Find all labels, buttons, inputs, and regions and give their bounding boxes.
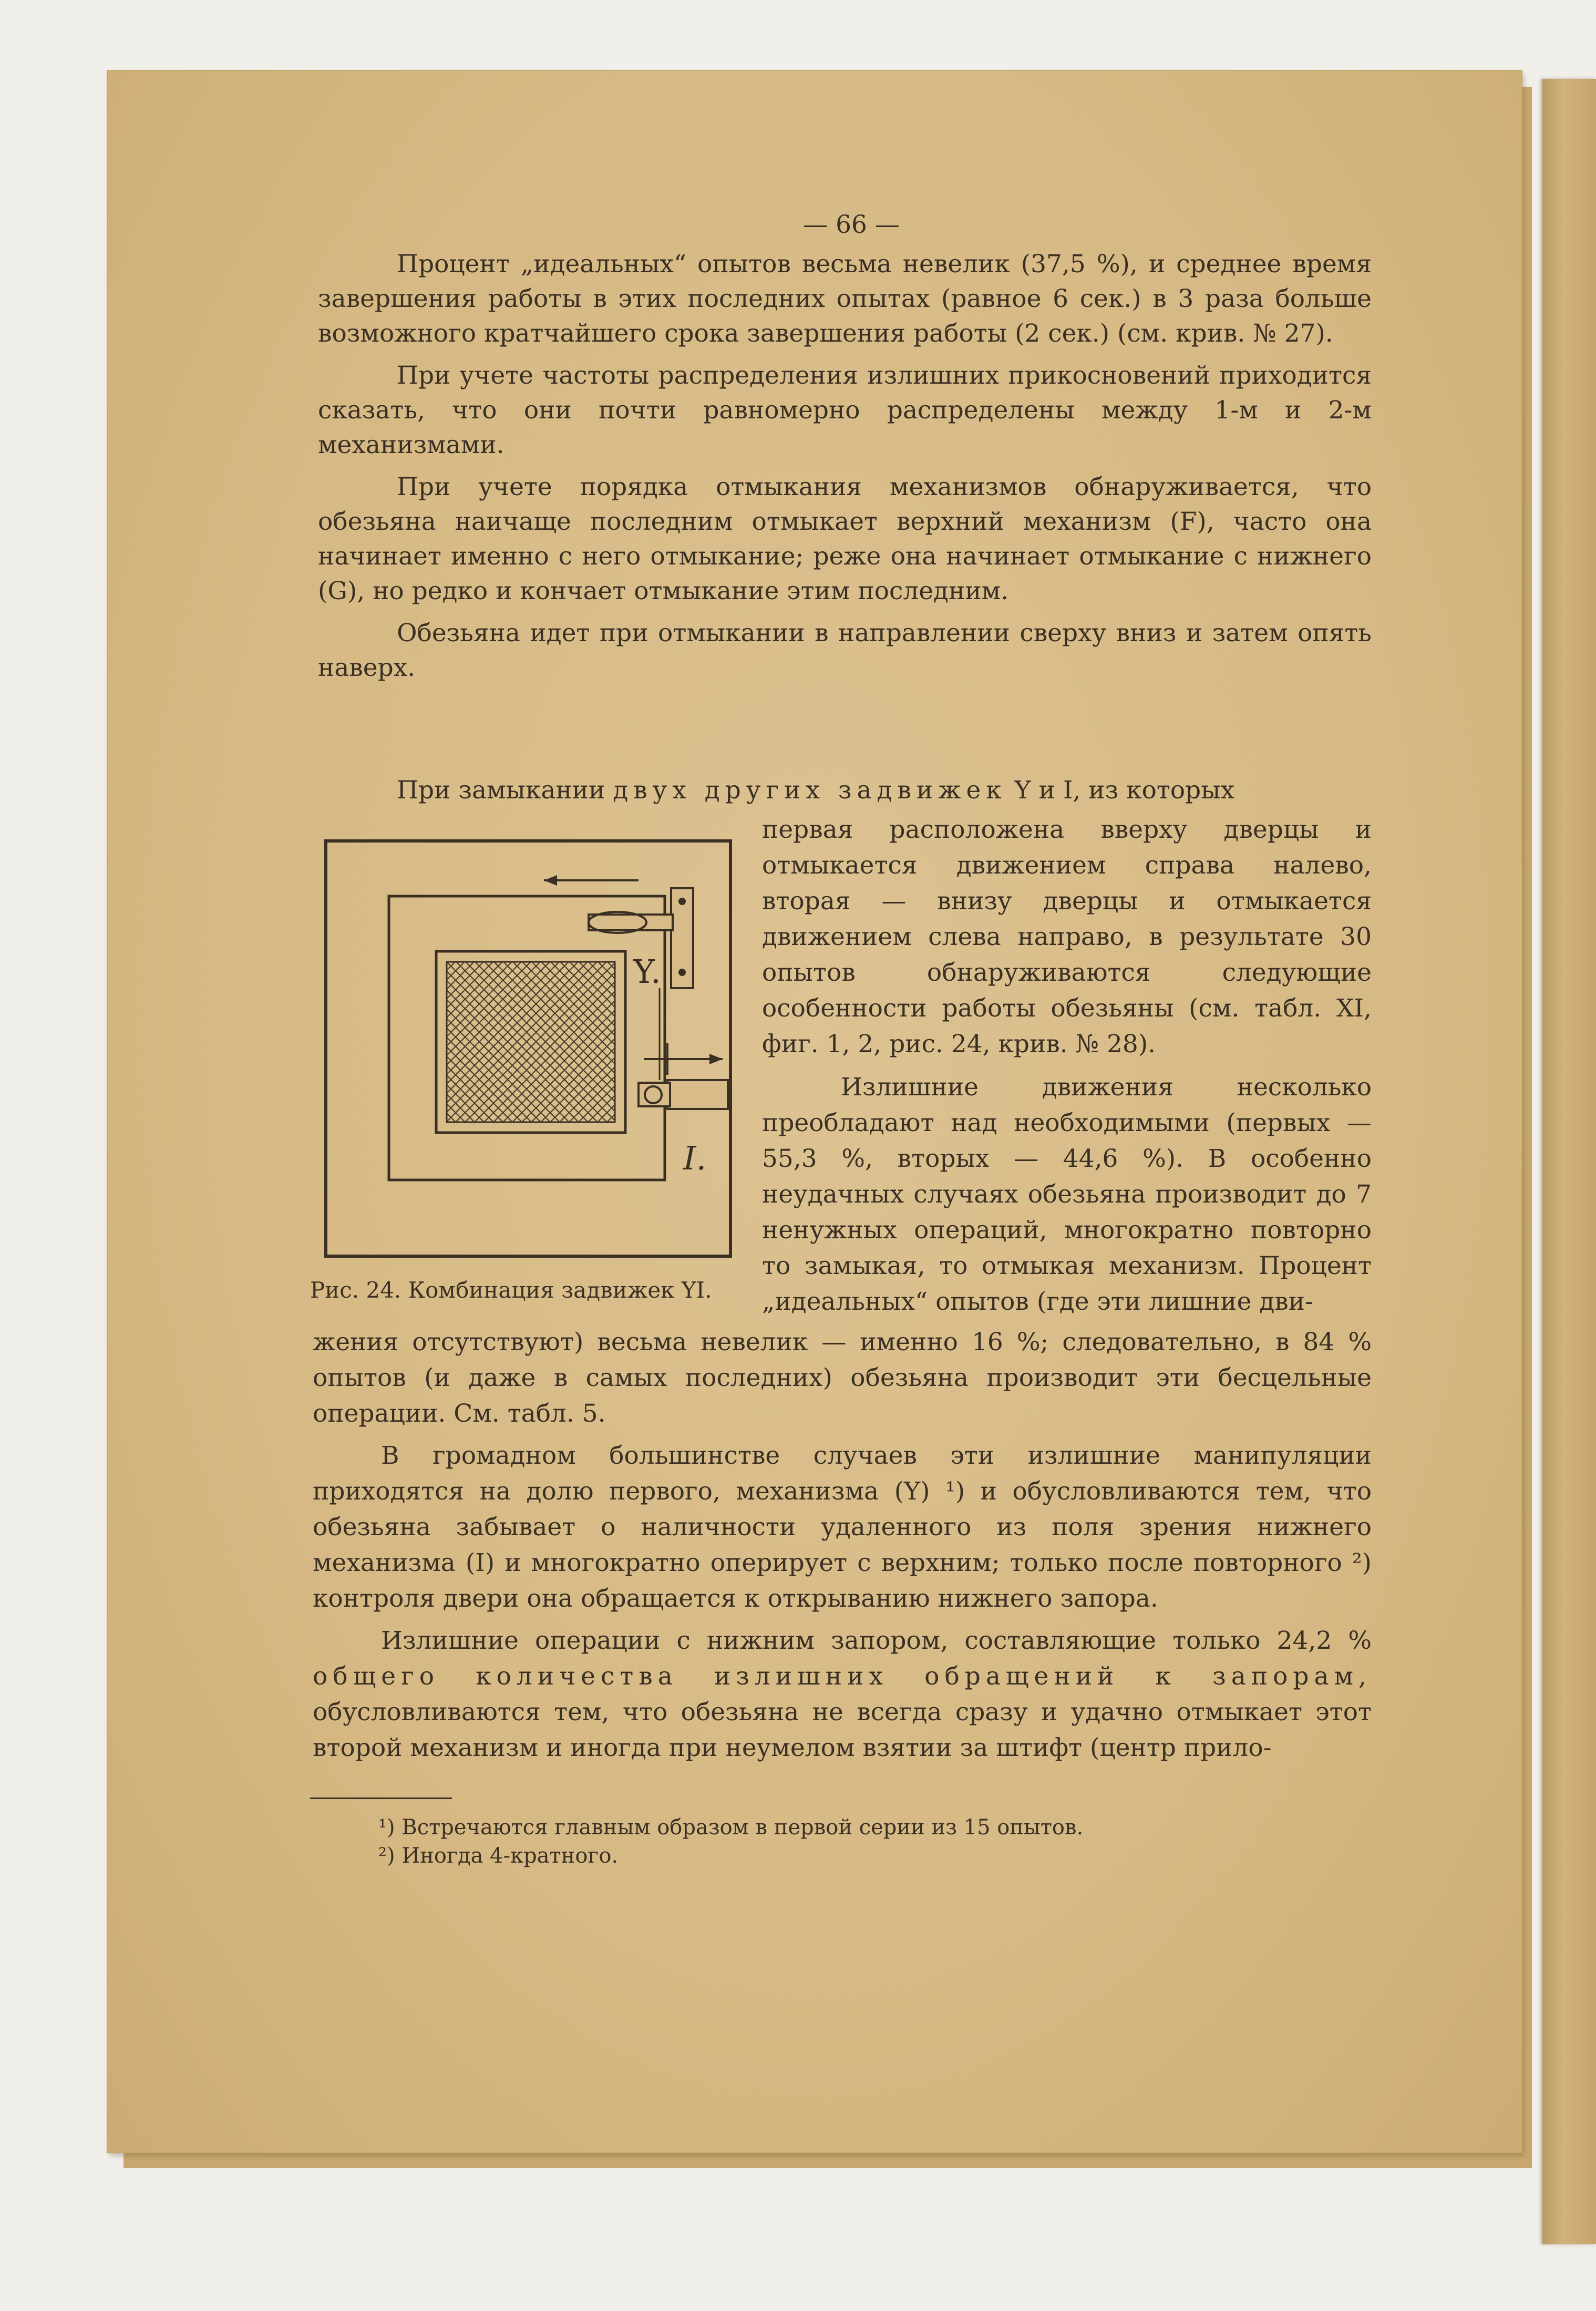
right-column-second: Излишние движения несколько преобладают над необходимыми (первых — 55,3 %, вторых — 44,6 %). В особенно неудачных случаях обезьяна производит до 7 ненужных операций, многократно повторно то замыкая, то отмыкая механизм. Процент „идеальных“ опытов (где эти лишние дви- <box>762 1073 1372 1316</box>
continuation-paragraph: жения отсутствуют) весьма невелик — именно 16 %; следовательно, в 84 % опытов (и даже в самых последних) обезьяна производит эти бесцельные операции. См. табл. 5. <box>313 1328 1372 1428</box>
label-i: I. <box>683 1139 707 1177</box>
lower-lock-start: Излишние операции с нижним запором, составляющие только 24,2 % <box>381 1626 1372 1655</box>
paragraph-majority: В громадном большинстве случаев эти излишние манипуляции приходятся на долю первого, механизма (Y) ¹) и обусловливаются тем, что обезьяна забывает о наличности удаленного из поля зрения нижнего механизма (I) и многократно оперирует с верхним; только после повторного ²) контроля двери она обращается к открыванию нижнего запора. <box>313 1441 1372 1613</box>
paragraph-unlock-order: При учете порядка отмыкания механизмов обнаруживается, что обезьяна наичаще последним отмыкает верхний механизм (F), часто она начинает именно с него отмыкание; реже она начинает отмыкание с нижнего (G), но редко и кончает отмыкание этим последним. <box>318 473 1372 605</box>
paragraph-touch-frequency: При учете частоты распределения излишних прикосновений приходится сказать, что они почти равномерно распределены между 1-м и 2-м механизмами. <box>318 361 1372 459</box>
section-lead-spaced: двух других задвижек <box>613 776 1007 805</box>
figure-caption: Рис. 24. Комбинация задвижек YI. <box>310 1277 712 1303</box>
right-column-first: первая расположена вверху дверцы и отмыкается движением справа налево, вторая — внизу дверцы и отмыкается движением слева направо, в результате 30 опытов обнаруживаются следующие особенности работы обезьяны (см. табл. XI, фиг. 1, 2, рис. 24, крив. № 28). <box>762 815 1372 1059</box>
footnote-1: ¹) Встречаются главным образом в первой серии из 15 опытов. <box>378 1815 1084 1840</box>
lower-latch-body <box>667 1080 728 1109</box>
below-figure-text <box>313 1324 1372 1766</box>
paragraph-lower-lock <box>313 1623 1372 1766</box>
lower-lock-end: обусловливаются тем, что обезьяна не всегда сразу и удачно отмыкает этот второй механизм и иногда при неумелом взятии за штифт (центр прило- <box>313 1698 1372 1762</box>
footnote-divider <box>310 1798 452 1799</box>
paragraph-ideal-percent: Процент „идеальных“ опытов весьма невелик (37,5 %), и среднее время завершения работы в этих последних опытах (равное 6 сек.) в 3 раза больше возможного кратчайшего срока завершения работы (2 сек.) (см. крив. № 27). <box>318 250 1372 348</box>
section-lead-start: При замыкании <box>397 776 613 805</box>
adjacent-page-edge <box>1542 79 1596 2244</box>
label-y: Y. <box>633 952 661 991</box>
footnotes <box>378 1813 1377 1870</box>
page-number: — 66 — <box>803 210 900 239</box>
door-latch-diagram <box>323 838 733 1259</box>
upper-latch-bolt <box>589 915 673 930</box>
paragraph-direction: Обезьяна идет при отмыкании в направлении сверху вниз и затем опять наверх. <box>318 619 1372 682</box>
right-column-text <box>762 812 1372 1320</box>
lower-lock-spaced: общего количества излишних обращений к запорам, <box>313 1662 1372 1691</box>
figure-24 <box>323 838 733 1259</box>
section-lead <box>318 773 1372 808</box>
mesh-window <box>447 962 615 1122</box>
footnote-2: ²) Иногда 4-кратного. <box>378 1844 619 1868</box>
top-paragraphs <box>318 247 1372 685</box>
section-lead-end: Y и I, из которых <box>1006 776 1235 805</box>
